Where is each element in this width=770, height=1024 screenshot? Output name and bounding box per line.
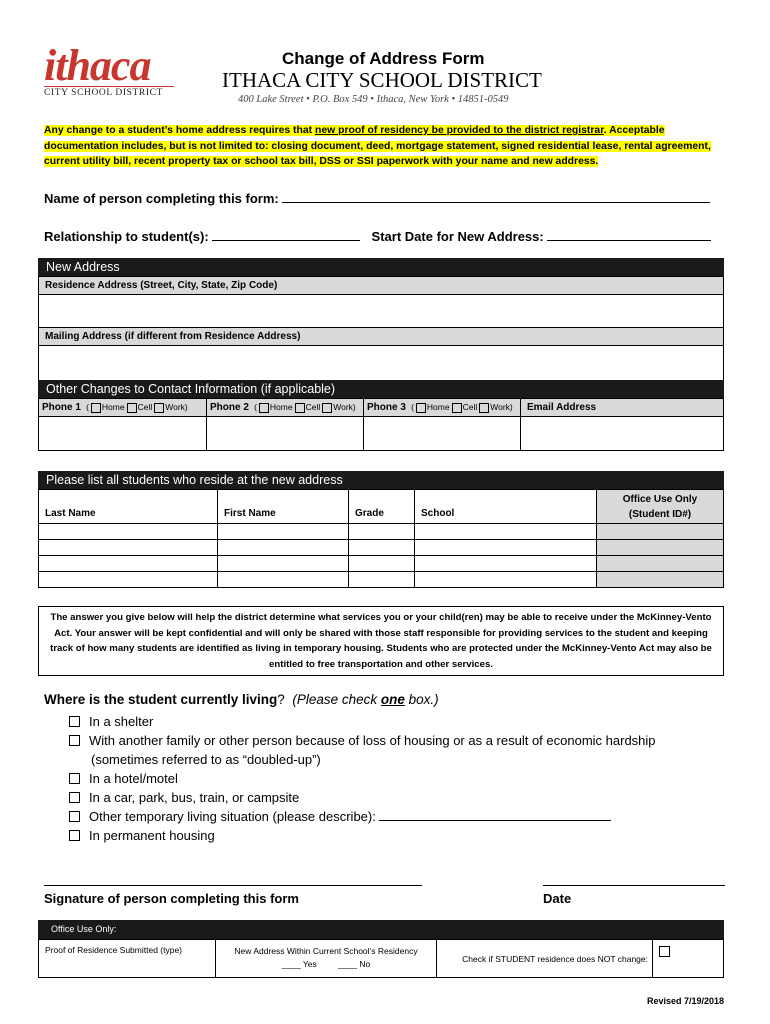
- logo-subtitle: CITY SCHOOL DISTRICT: [44, 86, 174, 98]
- option-other: [69, 807, 749, 826]
- other-describe-input[interactable]: [379, 808, 611, 821]
- date-line[interactable]: [543, 885, 725, 886]
- student-last-name-input[interactable]: [39, 572, 218, 588]
- phone2-label: Phone 2: [210, 402, 249, 413]
- no-change-checkbox[interactable]: [659, 946, 670, 957]
- district-name: ITHACA CITY SCHOOL DISTRICT: [222, 68, 542, 92]
- phone3-open: (: [411, 402, 414, 412]
- student-school-input[interactable]: [415, 524, 597, 540]
- mailing-address-input[interactable]: [38, 345, 724, 381]
- col-office-use: [597, 490, 724, 524]
- new-address-header: New Address: [38, 258, 724, 276]
- option-hotel: [69, 769, 749, 788]
- phone2-work-checkbox[interactable]: [322, 403, 332, 413]
- no-change-label: Check if STUDENT residence does NOT change:: [462, 953, 648, 964]
- phone2-home-checkbox[interactable]: [259, 403, 269, 413]
- phone2-home: Home: [269, 402, 293, 412]
- name-field-row: [44, 190, 710, 206]
- phone3-work: Work): [490, 402, 513, 412]
- option-car-label: In a car, park, bus, train, or campsite: [89, 790, 300, 805]
- student-id-cell: [597, 572, 724, 588]
- living-instruction-post: box.): [404, 692, 439, 707]
- revised-date: Revised 7/19/2018: [647, 996, 725, 1006]
- start-date-input[interactable]: [547, 228, 711, 241]
- logo-wordmark: ithaca: [44, 41, 151, 90]
- option-shelter: [69, 712, 749, 731]
- office-col-line1: Office Use Only: [622, 493, 698, 505]
- student-first-name-input[interactable]: [218, 540, 349, 556]
- student-last-name-input[interactable]: [39, 524, 218, 540]
- students-table: [38, 489, 724, 588]
- col-school: School: [415, 490, 597, 524]
- relationship-label: Relationship to student(s):: [44, 229, 209, 244]
- hotel-checkbox[interactable]: [69, 773, 80, 784]
- option-doubled-up: [69, 731, 749, 750]
- option-car: [69, 788, 749, 807]
- residency-notice: [44, 123, 724, 170]
- phone3-work-checkbox[interactable]: [479, 403, 489, 413]
- phone2-cell: Cell: [305, 402, 321, 412]
- within-no[interactable]: ____ No: [338, 959, 371, 969]
- office-use-table: [38, 939, 724, 978]
- other-checkbox[interactable]: [69, 811, 80, 822]
- phone2-header: [207, 399, 364, 417]
- option-other-label: Other temporary living situation (please describe):: [89, 809, 376, 824]
- student-grade-input[interactable]: [349, 540, 415, 556]
- proof-label: Proof of Residence Submitted (type): [45, 945, 183, 955]
- students-header: Please list all students who reside at the new address: [38, 471, 724, 489]
- option-shelter-label: In a shelter: [89, 714, 154, 729]
- mckinney-vento-notice: The answer you give below will help the district determine what services you or your child(ren) may be able to receive under the McKinney-Vento Act. Your answer will be kept confidential and will only be shared with those staff responsible for providing services to the student and keeping track of how many students are identified as living in temporary housing. Students who are protected under the McKinney-Vento Act may also be entitled to free transportation and other services.: [38, 606, 724, 676]
- student-id-cell: [597, 540, 724, 556]
- phone3-cell-checkbox[interactable]: [452, 403, 462, 413]
- phone1-home-checkbox[interactable]: [91, 403, 101, 413]
- phone1-work: Work): [165, 402, 188, 412]
- phone3-header: [364, 399, 521, 417]
- shelter-checkbox[interactable]: [69, 716, 80, 727]
- living-question: [44, 692, 439, 707]
- residence-address-input[interactable]: [38, 294, 724, 328]
- email-label: Email Address: [527, 402, 597, 413]
- phone1-open: (: [86, 402, 89, 412]
- notice-underlined: new proof of residency be provided to the district registrar: [315, 125, 604, 136]
- within-label: New Address Within Current School’s Residency: [234, 946, 418, 956]
- table-row: [39, 540, 724, 556]
- phone3-home: Home: [426, 402, 450, 412]
- col-last-name: Last Name: [39, 490, 218, 524]
- start-date-label: Start Date for New Address:: [371, 229, 544, 244]
- option-permanent: [69, 826, 749, 845]
- residence-address-label: Residence Address (Street, City, State, Zip Code): [38, 276, 724, 296]
- student-school-input[interactable]: [415, 556, 597, 572]
- no-change-cell: [653, 940, 724, 978]
- option-hotel-label: In a hotel/motel: [89, 771, 178, 786]
- form-title: Change of Address Form: [282, 49, 485, 68]
- notice-text-1: Any change to a student’s home address requires that: [44, 125, 315, 136]
- email-header: [521, 399, 724, 417]
- student-first-name-input[interactable]: [218, 572, 349, 588]
- student-last-name-input[interactable]: [39, 540, 218, 556]
- within-yes[interactable]: ____ Yes: [281, 959, 317, 969]
- car-checkbox[interactable]: [69, 792, 80, 803]
- phone2-work: Work): [333, 402, 356, 412]
- residency-cell: [216, 940, 437, 978]
- phone2-input[interactable]: [207, 417, 364, 451]
- living-instruction-one: one: [380, 692, 405, 707]
- option-doubled-up-note: (sometimes referred to as “doubled-up”): [91, 752, 321, 767]
- student-id-cell: [597, 524, 724, 540]
- student-school-input[interactable]: [415, 572, 597, 588]
- phone1-input[interactable]: [39, 417, 207, 451]
- living-question-text: Where is the student currently living: [44, 692, 278, 707]
- option-doubled-up-label: With another family or other person because of loss of housing or as a result of economic hardship: [89, 733, 656, 748]
- mailing-address-label: Mailing Address (if different from Residence Address): [38, 327, 724, 347]
- col-grade: Grade: [349, 490, 415, 524]
- relationship-input[interactable]: [212, 228, 360, 241]
- phone1-label: Phone 1: [42, 402, 81, 413]
- table-row: [39, 572, 724, 588]
- phone3-cell: Cell: [462, 402, 478, 412]
- doubled-up-checkbox[interactable]: [69, 735, 80, 746]
- date-label: Date: [543, 891, 572, 906]
- permanent-checkbox[interactable]: [69, 830, 80, 841]
- living-options: [69, 712, 749, 845]
- table-row: [39, 524, 724, 540]
- proof-of-residence-cell[interactable]: [39, 940, 216, 978]
- phone1-work-checkbox[interactable]: [154, 403, 164, 413]
- phone2-open: (: [254, 402, 257, 412]
- email-input[interactable]: [521, 417, 724, 451]
- phone3-home-checkbox[interactable]: [416, 403, 426, 413]
- notice-text-2: . Acceptable documentation includes, but is not limited to: closing document, deed, mortgage statement, signed residential lease, rental agreement, current utility bill, recent property tax or school tax bill, DSS or SSI paperwork with your name and new address.: [44, 125, 711, 167]
- living-instruction-pre: (Please check: [292, 692, 381, 707]
- phone1-home: Home: [101, 402, 125, 412]
- contact-header: Other Changes to Contact Information (if applicable): [38, 380, 724, 398]
- name-input[interactable]: [282, 190, 710, 203]
- table-row: [39, 556, 724, 572]
- living-question-mark: ?: [277, 692, 285, 707]
- phone3-input[interactable]: [364, 417, 521, 451]
- student-grade-input[interactable]: [349, 572, 415, 588]
- district-logo: [44, 41, 174, 98]
- student-first-name-input[interactable]: [218, 556, 349, 572]
- no-change-label-cell: [437, 940, 653, 978]
- col-first-name: First Name: [218, 490, 349, 524]
- phone1-cell-checkbox[interactable]: [127, 403, 137, 413]
- phone1-cell: Cell: [137, 402, 153, 412]
- phone2-cell-checkbox[interactable]: [295, 403, 305, 413]
- student-school-input[interactable]: [415, 540, 597, 556]
- student-grade-input[interactable]: [349, 524, 415, 540]
- office-use-header: Office Use Only:: [38, 920, 724, 939]
- phone1-header: [39, 399, 207, 417]
- signature-line[interactable]: [44, 885, 422, 886]
- option-permanent-label: In permanent housing: [89, 828, 215, 843]
- student-first-name-input[interactable]: [218, 524, 349, 540]
- district-address: 400 Lake Street • P.O. Box 549 • Ithaca, New York • 14851-0549: [238, 94, 509, 105]
- contact-table: [38, 398, 724, 451]
- signature-label: Signature of person completing this form: [44, 891, 299, 906]
- student-grade-input[interactable]: [349, 556, 415, 572]
- name-label: Name of person completing this form:: [44, 191, 279, 206]
- student-id-cell: [597, 556, 724, 572]
- relationship-field-row: [44, 228, 711, 244]
- phone3-label: Phone 3: [367, 402, 406, 413]
- student-last-name-input[interactable]: [39, 556, 218, 572]
- office-col-line2: (Student ID#): [628, 508, 692, 520]
